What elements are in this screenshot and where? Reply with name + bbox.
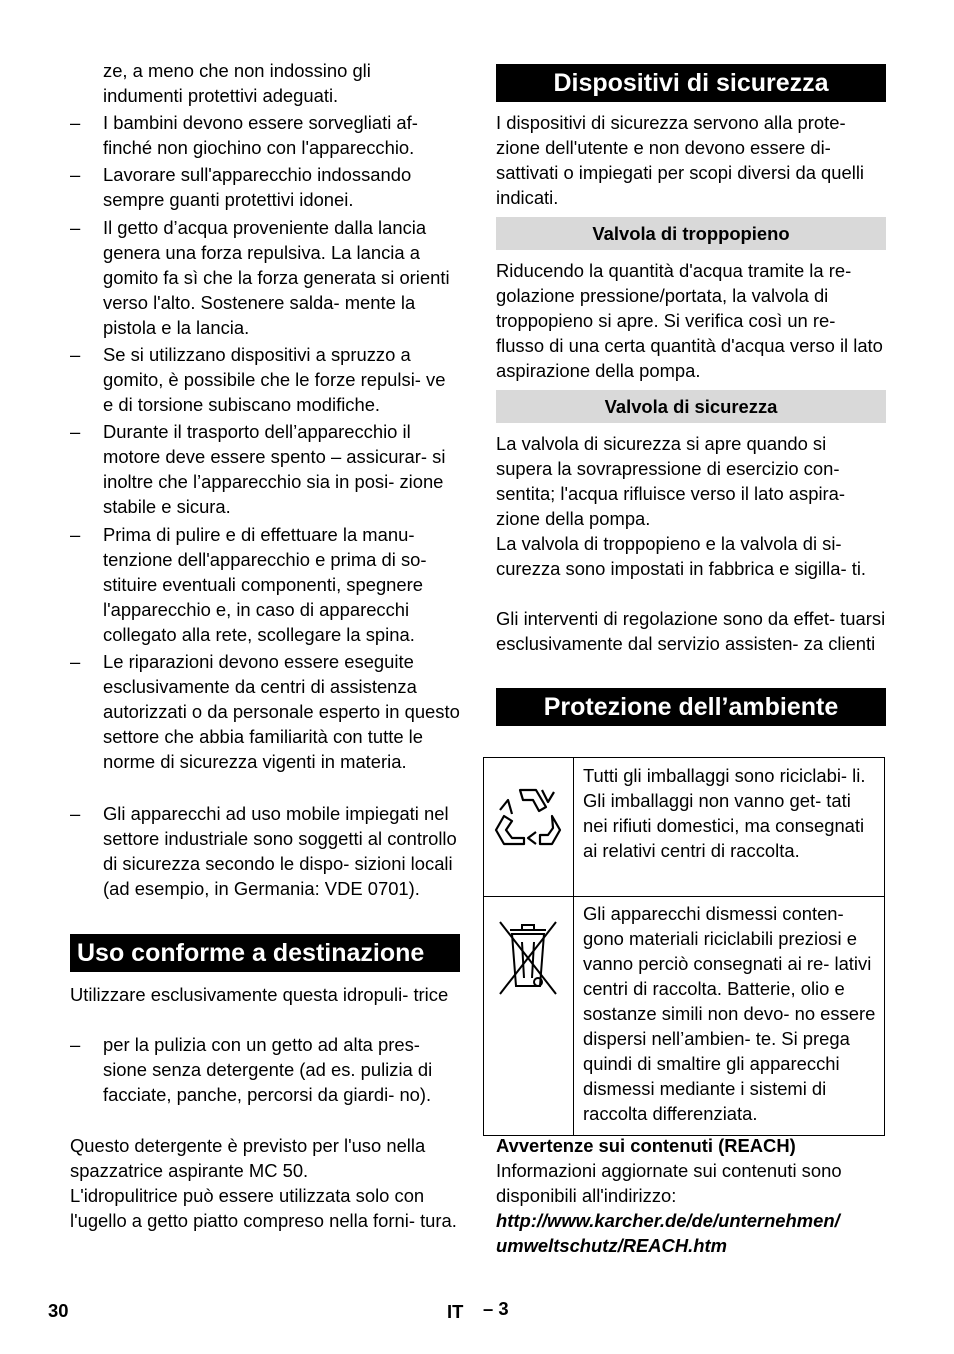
bullet-dash: – xyxy=(70,421,81,442)
crossed-bin-icon xyxy=(496,918,560,998)
list-item: Prima di pulire e di effettuare la manu- tenzione dell'apparecchio e prima di so- stituire eventuali componenti, spegnere l'apparecchio e, in caso di apparecchi collegato alla rete, scollegare la spina. xyxy=(103,524,427,645)
section-heading-ambiente: Protezione dell’ambiente xyxy=(496,688,886,726)
bullet-dash: – xyxy=(70,803,81,824)
reach-link[interactable]: umweltschutz/REACH.htm xyxy=(496,1235,727,1256)
paragraph: La valvola di troppopieno e la valvola di si- curezza sono impostati in fabbrica e sigilla- ti. xyxy=(496,533,867,579)
paragraph: Informazioni aggiornate sui contenuti sono disponibili all'indirizzo: xyxy=(496,1160,842,1206)
section-page: – 3 xyxy=(483,1298,509,1319)
list-item: I bambini devono essere sorvegliati af- finché non giochino con l'apparecchio. xyxy=(103,112,418,158)
intro-text: ze, a meno che non indossino gli indumenti protettivi adeguati. xyxy=(103,60,371,106)
table-cell-text: Tutti gli imballaggi sono riciclabi- li. Gli imballaggi non vanno get- tati nei rifiuti domestici, ma consegnati ai relativi centri di raccolta. xyxy=(583,765,866,861)
bullet-dash: – xyxy=(70,524,81,545)
section-heading-dispositivi: Dispositivi di sicurezza xyxy=(496,64,886,102)
bullet-dash: – xyxy=(70,651,81,672)
paragraph: Gli interventi di regolazione sono da effet- tuarsi esclusivamente dal servizio assisten- za clienti xyxy=(496,608,886,654)
page-number: 30 xyxy=(48,1300,69,1321)
bullet-dash: – xyxy=(70,217,81,238)
language-code: IT xyxy=(447,1301,464,1322)
bullet-dash: – xyxy=(70,164,81,185)
paragraph: L'idropulitrice può essere utilizzata solo con l'ugello a getto piatto compreso nella forni- tura. xyxy=(70,1185,457,1231)
paragraph: Questo detergente è previsto per l'uso nella spazzatrice aspirante MC 50. xyxy=(70,1135,426,1181)
table-cell-text: Gli apparecchi dismessi conten- gono materiali riciclabili preziosi e vanno perciò consegnati ai re- lativi centri di raccolta. Batterie, olio e sostanze simili non devo- no essere dispersi nell’ambien- te. Si prega quindi di smaltire gli apparecchi dismessi mediante i sistemi di raccolta differenziata. xyxy=(583,903,876,1124)
table-divider xyxy=(484,896,884,897)
list-item: Durante il trasporto dell’apparecchio il motore deve essere spento – assicurar- si inoltre che l’apparecchio sia in posi- zione stabile e sicura. xyxy=(103,421,446,517)
list-item: Lavorare sull'apparecchio indossando sempre guanti protettivi idonei. xyxy=(103,164,412,210)
subheading-valvola-troppopieno: Valvola di troppopieno xyxy=(496,217,886,250)
list-item: Le riparazioni devono essere eseguite esclusivamente da centri di assistenza autorizzati o da personale esperto in questo settore che abbia familiarità con tutte le norme di sicurezza vigenti in materia. xyxy=(103,651,460,772)
reach-link[interactable]: http://www.karcher.de/de/unternehmen/ xyxy=(496,1210,840,1231)
list-item: per la pulizia con un getto ad alta pres- sione senza detergente (ad es. pulizia di facciate, panche, percorsi da giardi- no). xyxy=(103,1034,433,1105)
bullet-dash: – xyxy=(70,112,81,133)
list-item: Il getto d’acqua proveniente dalla lancia genera una forza repulsiva. La lancia a gomito fa sì che la forza generata si orienti verso l'alto. Sostenere salda- mente la pistola e la lancia. xyxy=(103,217,450,338)
paragraph: I dispositivi di sicurezza servono alla prote- zione dell'utente e non devono essere di- sattivati o impiegati per scopi diversi da quelli indicati. xyxy=(496,112,864,208)
subheading-valvola-sicurezza: Valvola di sicurezza xyxy=(496,390,886,423)
bullet-dash: – xyxy=(70,344,81,365)
usage-intro-text: Utilizzare esclusivamente questa idropuli- trice xyxy=(70,984,449,1005)
list-item: Gli apparecchi ad uso mobile impiegati nel settore industriale sono soggetti al controllo di sicurezza secondo le dispo- sizioni locali (ad esempio, in Germania: VDE 0701). xyxy=(103,803,457,899)
paragraph: Riducendo la quantità d'acqua tramite la re- golazione pressione/portata, la valvola di troppopieno si apre. Si verifica così un re- flusso di una certa quantità d'acqua verso il lato aspirazione della pompa. xyxy=(496,260,883,381)
environment-table xyxy=(483,757,885,1136)
recycle-icon xyxy=(490,778,566,854)
reach-heading: Avvertenze sui contenuti (REACH) xyxy=(496,1135,796,1156)
list-item: Se si utilizzano dispositivi a spruzzo a gomito, è possibile che le forze repulsi- ve e di torsione subiscano modifiche. xyxy=(103,344,446,415)
section-heading-uso-conforme: Uso conforme a destinazione xyxy=(70,934,460,972)
paragraph: La valvola di sicurezza si apre quando si supera la sovrapressione di esercizio con- sentita; l'acqua rifluisce verso il lato aspira- zione della pompa. xyxy=(496,433,846,529)
bullet-dash: – xyxy=(70,1034,81,1055)
